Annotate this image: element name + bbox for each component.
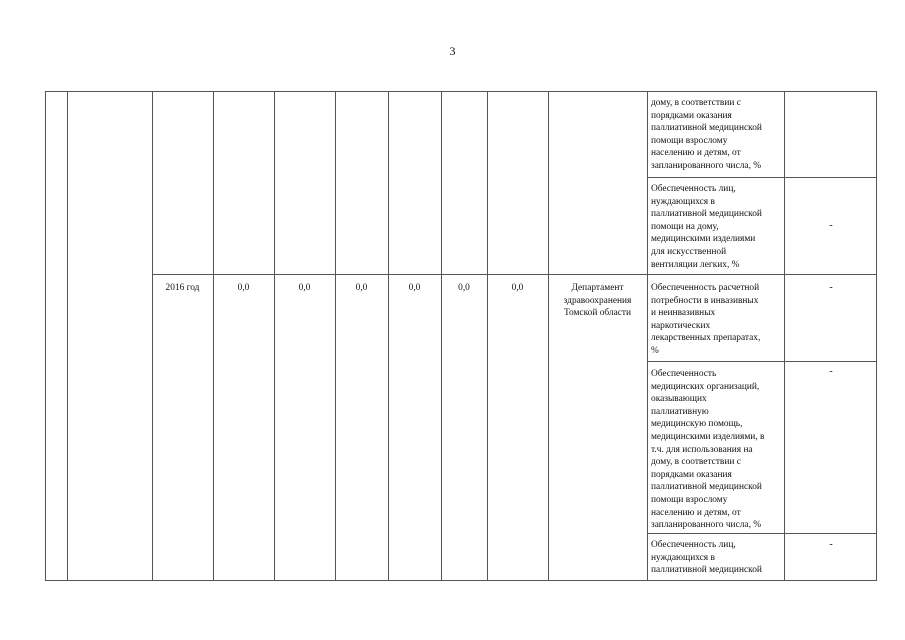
column-divider [213,91,214,581]
column-divider [335,91,336,581]
value-cell: 0,0 [408,283,421,293]
row-divider [152,274,877,275]
target-value-cell: - [829,282,833,293]
row-divider [647,361,877,362]
value-cell: 0,0 [458,283,470,293]
table-border-right [876,91,877,581]
year-cell: 2016 год [165,283,200,293]
target-value-cell: - [829,539,833,550]
executor-cell: Департамент здравоохранения Томской области [563,283,632,319]
column-divider [548,91,549,581]
target-value-cell: - [829,220,833,231]
indicator-cell: Обеспеченность лиц, нуждающихся в паллиативной медицинской [651,540,762,576]
row-divider [647,533,877,534]
column-divider [388,91,389,581]
row-divider [647,177,877,178]
indicator-cell: Обеспеченность лиц, нуждающихся в паллиативной медицинской помощи на дому, медицинскими изделиями для искусственной вентиляции легких, % [651,184,762,270]
indicator-cell: дому, в соответствии с порядками оказания паллиативной медицинской помощи взрослому населению и детям, от запланированного числа, % [651,98,762,171]
value-cell: 0,0 [511,283,524,293]
column-divider [274,91,275,581]
value-cell: 0,0 [298,283,311,293]
column-divider [67,91,68,581]
value-cell: 0,0 [237,283,250,293]
table-border-bottom [45,580,877,581]
column-divider [152,91,153,581]
indicator-cell: Обеспеченность медицинских организаций, оказывающих паллиативную медицинскую помощь, медицинскими изделиями, в т.ч. для использования на дому, в соответствии с порядками оказания паллиативной медицинской помощи взрослому населению и детям, от запланированного числа, % [651,369,765,531]
table-border-left [45,91,46,581]
column-divider [647,91,648,581]
table-border-top [45,91,877,92]
target-value-cell: - [829,366,833,377]
column-divider [441,91,442,581]
column-divider [487,91,488,581]
indicator-cell: Обеспеченность расчетной потребности в инвазивных и неинвазивных наркотических лекарственных препаратах, % [651,283,761,356]
value-cell: 0,0 [355,283,368,293]
column-divider [784,91,785,581]
page-number: 3 [449,44,456,58]
